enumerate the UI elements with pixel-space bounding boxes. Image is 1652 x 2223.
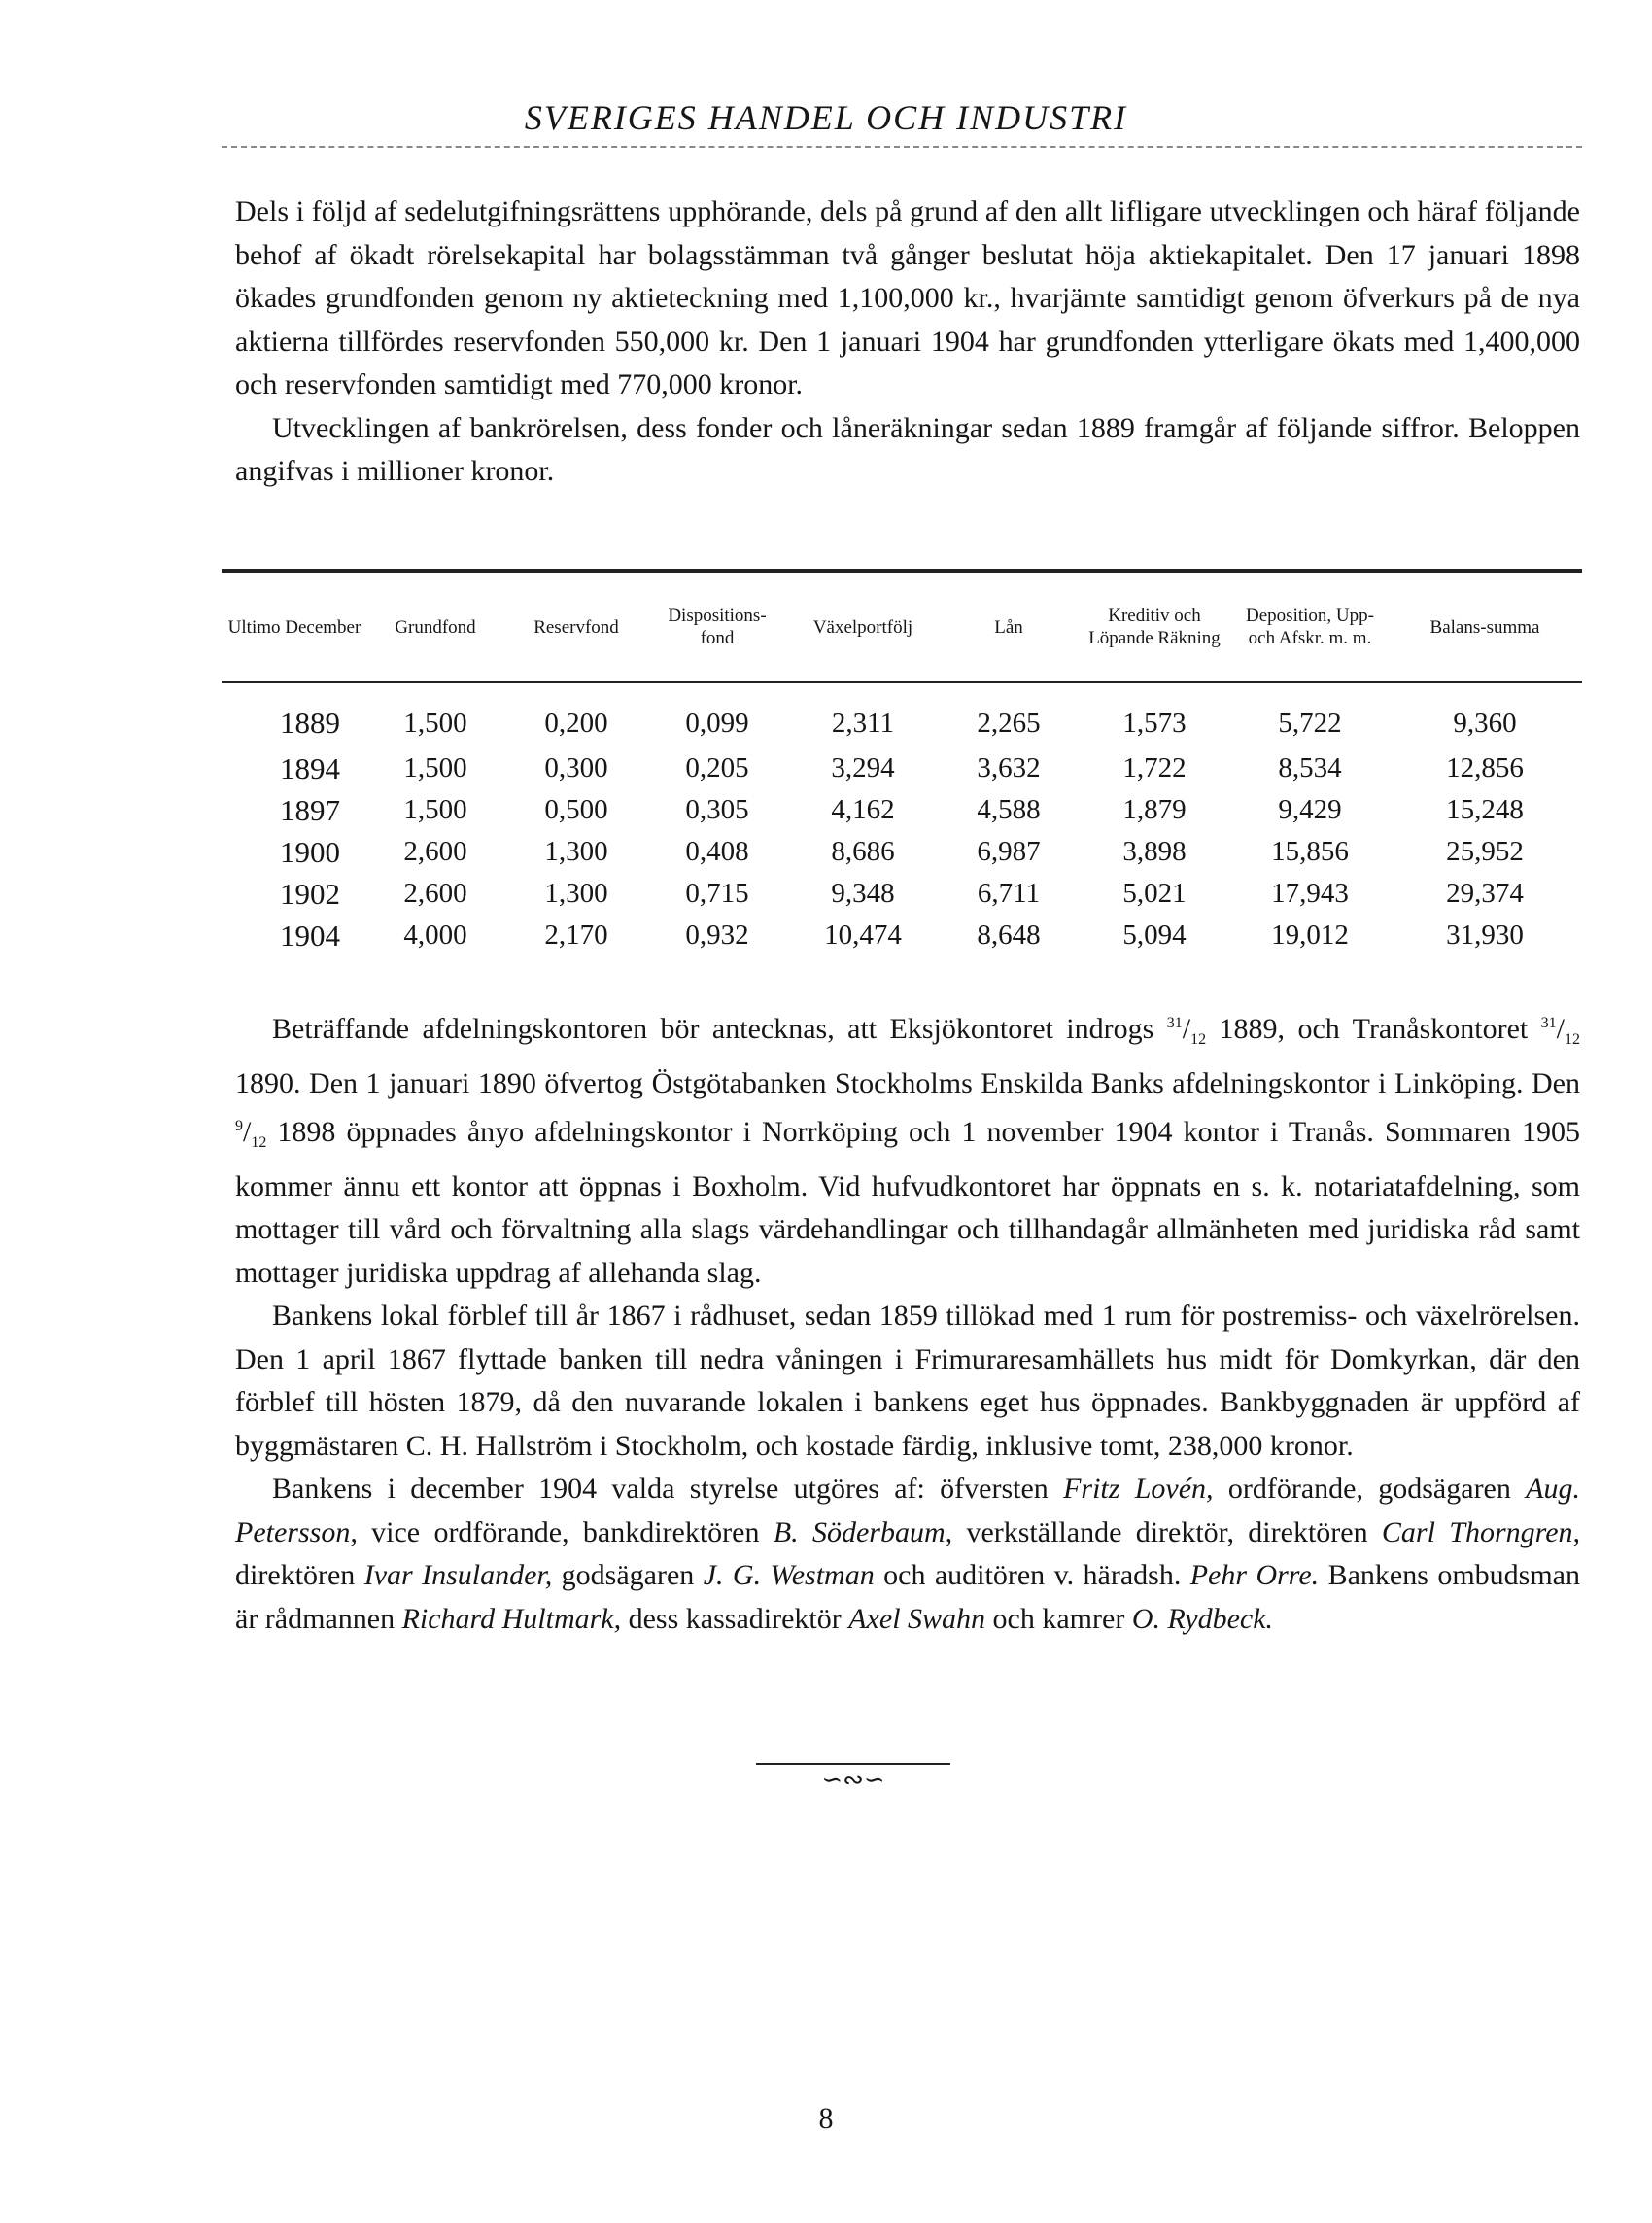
text-run: vice ordförande, bankdirektören bbox=[357, 1515, 774, 1548]
intro-text bbox=[235, 191, 1580, 494]
table-cell: 3,632 bbox=[977, 752, 1041, 783]
running-title: SVERIGES HANDEL OCH INDUSTRI bbox=[524, 98, 1128, 137]
person-name: Ivar Insulander, bbox=[363, 1559, 553, 1591]
table-row bbox=[222, 873, 1582, 915]
table-row bbox=[222, 747, 1582, 789]
date-fraction-day: 31 bbox=[1540, 1015, 1557, 1031]
header-rule bbox=[222, 146, 1582, 148]
person-name: Aug. Petersson, bbox=[235, 1473, 1580, 1548]
table-cell: 4,000 bbox=[403, 920, 467, 951]
statistics-table-wrapper bbox=[222, 569, 1582, 956]
table-cell: 0,932 bbox=[685, 920, 749, 951]
table-cell: 0,300 bbox=[544, 752, 608, 783]
table-cell: 3,898 bbox=[1122, 836, 1187, 867]
table-cell: 9,348 bbox=[831, 878, 895, 909]
table-cell: 6,711 bbox=[977, 878, 1041, 909]
person-name: Carl Thorngren, bbox=[1381, 1515, 1581, 1548]
table-cell: 15,248 bbox=[1446, 794, 1524, 825]
table-cell: 25,952 bbox=[1446, 836, 1524, 867]
table-cell: 4,162 bbox=[831, 794, 895, 825]
date-fraction-day: 9 bbox=[235, 1118, 243, 1134]
paragraph-capital: Dels i följd af sedelutgifningsrättens upphörande, dels på grund af den allt lifligare utvecklingen och häraf följande behof af ökadt rörelsekapital har bolagsstämman två gånger beslutat höja aktiekapitalet. Den 17 januari 1898 ökades grundfonden genom ny aktieteckning med 1,100,000 kr., hvarjämte samtidigt genom öfverkurs på de nya aktierna tillfördes reservfonden 550,000 kr. Den 1 januari 1904 har grundfonden ytterligare ökats med 1,400,000 och reservfonden samtidigt med 770,000 kronor. bbox=[235, 195, 1580, 400]
text-run: dess kassadirektör bbox=[621, 1602, 849, 1635]
col-header-deposition: Deposition, Upp- och Afskr. m. m. bbox=[1232, 571, 1388, 682]
table-cell: 4,588 bbox=[977, 794, 1041, 825]
table-cell: 5,722 bbox=[1278, 707, 1342, 739]
table-row bbox=[222, 831, 1582, 873]
year-cell: 1894 bbox=[280, 750, 340, 785]
table-cell: 15,856 bbox=[1271, 836, 1349, 867]
col-header-vaxelportfolj: Växelportfölj bbox=[785, 571, 941, 682]
table-cell: 0,099 bbox=[685, 707, 749, 739]
page-number: 8 bbox=[818, 2102, 834, 2135]
table-cell: 2,265 bbox=[977, 707, 1041, 739]
table-cell: 0,200 bbox=[544, 707, 608, 739]
person-name: Axel Swahn bbox=[848, 1602, 986, 1635]
table-cell: 1,500 bbox=[403, 752, 467, 783]
year-cell: 1902 bbox=[280, 876, 340, 911]
table-cell: 29,374 bbox=[1446, 878, 1524, 909]
table-cell: 0,408 bbox=[685, 836, 749, 867]
year-cell: 1889 bbox=[280, 706, 340, 740]
table-cell: 12,856 bbox=[1446, 752, 1524, 783]
table-cell: 8,686 bbox=[831, 836, 895, 867]
date-fraction-month: 12 bbox=[1565, 1031, 1580, 1048]
date-fraction-day: 31 bbox=[1166, 1015, 1183, 1031]
date-fraction-month: 12 bbox=[1190, 1031, 1207, 1048]
table-cell: 1,573 bbox=[1122, 707, 1187, 739]
table-cell: 10,474 bbox=[824, 920, 902, 951]
table-cell: 2,600 bbox=[403, 878, 467, 909]
paragraph-table-intro: Utvecklingen af bankrörelsen, dess fonder och låneräkningar sedan 1889 framgår af följande siffror. Beloppen angifvas i millioner kronor. bbox=[235, 411, 1580, 487]
text-run: verkställande direktör, direktören bbox=[952, 1515, 1382, 1548]
table-cell: 1,300 bbox=[544, 878, 608, 909]
table-cell: 2,170 bbox=[544, 920, 608, 951]
statistics-table bbox=[222, 569, 1582, 956]
table-cell: 0,500 bbox=[544, 794, 608, 825]
table-row bbox=[222, 915, 1582, 956]
text-run: direktören bbox=[235, 1559, 364, 1591]
text-run: och kamrer bbox=[985, 1602, 1132, 1635]
year-cell: 1900 bbox=[280, 834, 340, 869]
table-cell: 5,021 bbox=[1122, 878, 1187, 909]
year-cell: 1897 bbox=[280, 792, 340, 827]
col-header-lan: Lån bbox=[941, 571, 1077, 682]
col-header-kreditiv: Kreditiv och Löpande Räkning bbox=[1077, 571, 1232, 682]
person-name: Fritz Lovén, bbox=[1063, 1473, 1214, 1505]
text-run: 1890. Den 1 januari 1890 öfvertog Östgötabanken Stockholms Enskilda Banks afdelningskontor i Linköping. Den bbox=[235, 1066, 1580, 1099]
table-cell: 19,012 bbox=[1271, 920, 1349, 951]
table-cell: 8,534 bbox=[1278, 752, 1342, 783]
text-run: godsägaren bbox=[552, 1559, 704, 1591]
table-cell: 31,930 bbox=[1446, 920, 1524, 951]
table-cell: 17,943 bbox=[1271, 878, 1349, 909]
table-cell: 9,429 bbox=[1278, 794, 1342, 825]
paragraph-board bbox=[235, 1468, 1580, 1641]
person-name: B. Söderbaum, bbox=[773, 1515, 953, 1548]
table-cell: 1,300 bbox=[544, 836, 608, 867]
table-cell: 6,987 bbox=[977, 836, 1041, 867]
text-run: och auditören v. häradsh. bbox=[874, 1559, 1190, 1591]
text-run: ordförande, godsägaren bbox=[1213, 1473, 1527, 1505]
table-row bbox=[222, 789, 1582, 831]
flourish-icon: ∽∾∽ bbox=[821, 1765, 885, 1793]
text-run: 1889, och Tranåskontoret bbox=[1206, 1013, 1541, 1045]
table-cell: 0,715 bbox=[685, 878, 749, 909]
table-cell: 0,305 bbox=[685, 794, 749, 825]
table-cell: 3,294 bbox=[831, 752, 895, 783]
paragraph-premises: Bankens lokal förblef till år 1867 i rådhuset, sedan 1859 tillökad med 1 rum för postremiss- och växelrörelsen. Den 1 april 1867 flyttade banken till nedra våningen i Frimuraresamhällets hus midt för Domkyrkan, där den förblef till hösten 1879, då den nuvarande lokalen i bankens eget hus öppnades. Bankbyggnaden är uppförd af byggmästaren C. H. Hallström i Stockholm, och kostade färdig, inklusive tomt, 238,000 kronor. bbox=[235, 1300, 1580, 1462]
col-header-reservfond: Reservfond bbox=[503, 571, 649, 682]
table-cell: 9,360 bbox=[1453, 707, 1517, 739]
text-run: Beträffande afdelningskontoren bör antecknas, att Eksjökontoret indrogs bbox=[272, 1013, 1167, 1045]
paragraph-branch-offices: Beträffande afdelningskontoren bör antecknas, att Eksjökontoret indrogs $^{31}/_{12}$ 1889, och Tranåskontoret $^{31}/_{12}$ 1890. Den 1 januari 1890 öfvertog Östgötabanken Stockholms Enskilda Banks afdelningskontor i Linköping. Den $^9/_{12}$ 1898 öppnades ånyo afdelningskontor i Norrköping och 1 november 1904 kontor i Tranås. Sommaren 1905 kommer ännu ett kontor att öppnas i Boxholm. Vid hufvudkontoret har öppnats en s. k. notariatafdelning, som mottager till vård och förvaltning alla slags värdehandlingar och tillhandagår allmänheten med juridiska råd samt mottager juridiska uppdrag af allehanda slag. bbox=[235, 1013, 1580, 1289]
year-cell: 1904 bbox=[280, 918, 340, 953]
text-run: 1898 öppnades ånyo afdelningskontor i Norrköping och 1 november 1904 kontor i Tranås. Sommaren 1905 kommer ännu ett kontor att öppnas i Boxholm. Vid hufvudkontoret har öppnats en s. k. notariatafdelning, som mottager till vård och förvaltning alla slags värdehandlingar och tillhandagår allmänheten med juridiska råd samt mottager juridiska uppdrag af allehanda slag. bbox=[235, 1116, 1580, 1289]
text-run: Bankens ombudsman är rådmannen bbox=[235, 1559, 1580, 1635]
table-cell: 0,205 bbox=[685, 752, 749, 783]
table-cell: 1,500 bbox=[403, 794, 467, 825]
person-name: Richard Hultmark, bbox=[401, 1602, 622, 1635]
section-end-ornament bbox=[756, 1763, 950, 1794]
table-cell: 2,311 bbox=[831, 707, 895, 739]
col-header-ultimo: Ultimo December bbox=[222, 571, 367, 682]
table-cell: 1,500 bbox=[403, 707, 467, 739]
table-cell: 8,648 bbox=[977, 920, 1041, 951]
table-cell: 1,722 bbox=[1122, 752, 1187, 783]
table-row bbox=[222, 682, 1582, 747]
person-name: O. Rydbeck. bbox=[1131, 1602, 1274, 1635]
col-header-dispositionsfond: Dispositions-fond bbox=[649, 571, 785, 682]
person-name: J. G. Westman bbox=[703, 1559, 875, 1591]
date-fraction-month: 12 bbox=[251, 1134, 267, 1151]
text-run: Bankens i december 1904 valda styrelse utgöres af: öfversten bbox=[272, 1473, 1064, 1505]
person-name: Pehr Orre. bbox=[1189, 1559, 1320, 1591]
body-text bbox=[235, 1002, 1580, 1641]
table-cell: 1,879 bbox=[1122, 794, 1187, 825]
table-cell: 2,600 bbox=[403, 836, 467, 867]
table-header-row bbox=[222, 571, 1582, 682]
col-header-grundfond: Grundfond bbox=[367, 571, 503, 682]
table-cell: 5,094 bbox=[1122, 920, 1187, 951]
col-header-balanssumma: Balans-summa bbox=[1388, 571, 1582, 682]
